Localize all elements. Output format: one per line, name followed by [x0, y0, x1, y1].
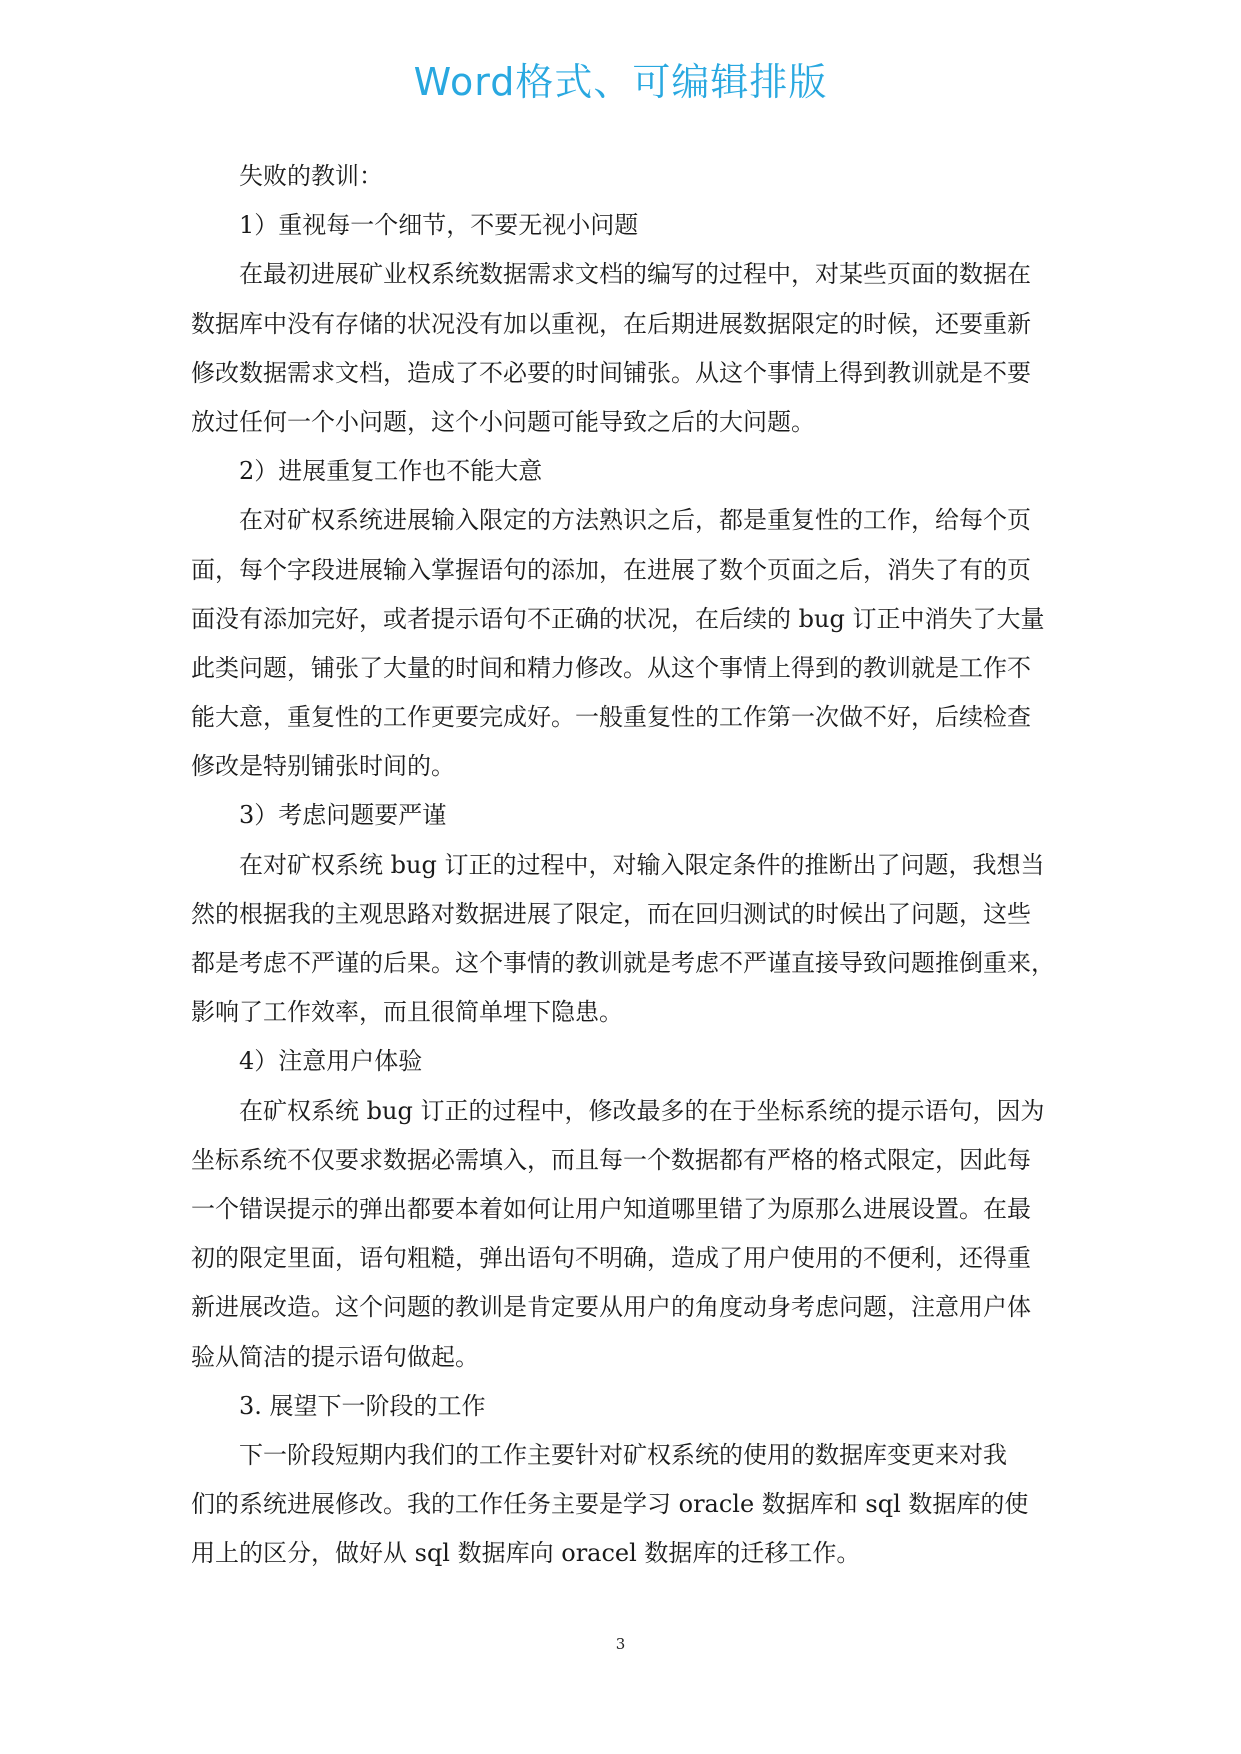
- paragraph-line: 此类问题，铺张了大量的时间和精力修改。从这个事情上得到的教训就是工作不: [191, 653, 1031, 682]
- paragraph-line: 新进展改造。这个问题的教训是肯定要从用户的角度动身考虑问题，注意用户体: [191, 1293, 1031, 1322]
- paragraph-line: 们的系统进展修改。我的工作任务主要是学习 oracle 数据库和 sql 数据库的使: [191, 1490, 1029, 1519]
- paragraph-line: 修改数据需求文档，造成了不必要的时间铺张。从这个事情上得到教训就是不要: [191, 358, 1031, 387]
- paragraph-line: 面没有添加完好，或者提示语句不正确的状况，在后续的 bug 订正中消失了大量: [191, 604, 1045, 633]
- paragraph-line: 在对矿权系统进展输入限定的方法熟识之后，都是重复性的工作，给每个页: [239, 506, 1031, 535]
- paragraph-line: 验从简洁的提示语句做起。: [191, 1342, 479, 1371]
- paragraph-line: 一个错误提示的弹出都要本着如何让用户知道哪里错了为原那么进展设置。在最: [191, 1194, 1031, 1223]
- paragraph-line: 能大意，重复性的工作更要完成好。一般重复性的工作第一次做不好，后续检查: [191, 703, 1031, 732]
- paragraph-line: 放过任何一个小问题，这个小问题可能导致之后的大问题。: [191, 407, 815, 436]
- page-number: 3: [615, 1635, 626, 1653]
- paragraph-line: 都是考虑不严谨的后果。这个事情的教训就是考虑不严谨直接导致问题推倒重来，: [191, 949, 1055, 977]
- paragraph-line: 数据库中没有存储的状况没有加以重视，在后期进展数据限定的时候，还要重新: [191, 309, 1031, 338]
- header-title: Word格式、可编辑排版: [413, 60, 828, 104]
- paragraph-line: 坐标系统不仅要求数据必需填入，而且每一个数据都有严格的格式限定，因此每: [191, 1145, 1031, 1174]
- section-heading: 失败的教训：: [239, 162, 383, 190]
- section-heading: 3. 展望下一阶段的工作: [239, 1391, 486, 1420]
- body-text: [191, 152, 1059, 1578]
- paragraph-line: 面，每个字段进展输入掌握语句的添加，在进展了数个页面之后，消失了有的页: [191, 555, 1031, 584]
- list-item-heading: 4）注意用户体验: [239, 1047, 423, 1076]
- paragraph-line: 下一阶段短期内我们的工作主要针对矿权系统的使用的数据库变更来对我: [239, 1440, 1007, 1469]
- list-item-heading: 3）考虑问题要严谨: [239, 801, 447, 830]
- list-item-heading: 1）重视每一个细节，不要无视小问题: [239, 211, 639, 240]
- paragraph-line: 在最初进展矿业权系统数据需求文档的编写的过程中，对某些页面的数据在: [239, 260, 1031, 289]
- paragraph-line: 影响了工作效率，而且很简单埋下隐患。: [191, 998, 623, 1027]
- paragraph-line: 在对矿权系统 bug 订正的过程中，对输入限定条件的推断出了问题，我想当: [239, 850, 1045, 879]
- paragraph-line: 在矿权系统 bug 订正的过程中，修改最多的在于坐标系统的提示语句，因为: [239, 1096, 1045, 1125]
- paragraph-line: 初的限定里面，语句粗糙，弹出语句不明确，造成了用户使用的不便利，还得重: [191, 1244, 1031, 1273]
- paragraph-line: 然的根据我的主观思路对数据进展了限定，而在回归测试的时候出了问题，这些: [191, 899, 1031, 928]
- paragraph-line: 用上的区分，做好从 sql 数据库向 oracel 数据库的迁移工作。: [191, 1539, 861, 1568]
- paragraph-line: 修改是特别铺张时间的。: [191, 752, 455, 781]
- list-item-heading: 2）进展重复工作也不能大意: [239, 457, 543, 486]
